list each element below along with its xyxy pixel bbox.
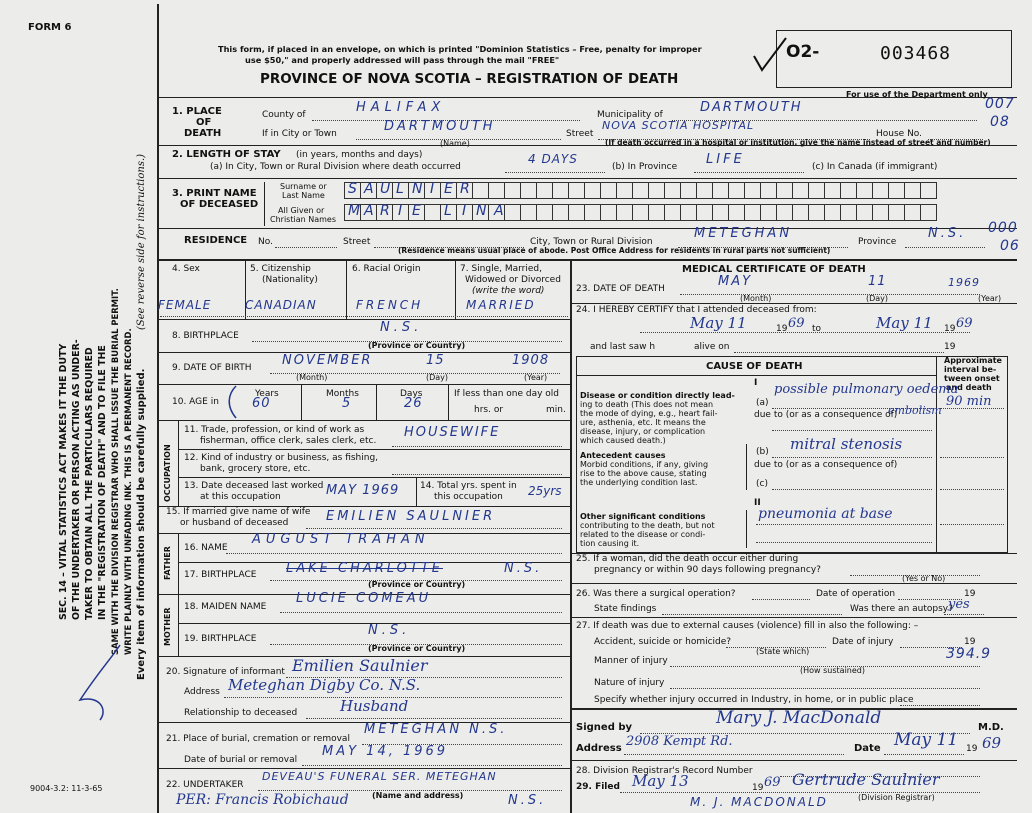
certify-to-label: to <box>812 324 822 334</box>
filed-year-prefix: 19 <box>752 783 764 793</box>
trade-label-2: fisherman, office clerk, sales clerk, etc. <box>200 436 377 446</box>
specify-label: Specify whether injury occurred in Industry, in home, or in public place <box>594 695 914 705</box>
trade-label-1: 11. Trade, profession, or kind of work as <box>184 425 365 435</box>
sec-note-line-2: OF THE UNDERTAKER OR PERSON ACTING AS UNDER- <box>71 339 82 620</box>
place-label-3: DEATH <box>184 128 222 139</box>
autopsy-line <box>944 614 984 615</box>
spouse-label-1: 15. If married give name of wife <box>166 507 311 517</box>
last-worked-value: MAY 1969 <box>326 483 400 498</box>
death-month: MAY <box>718 274 753 289</box>
certify-from-date: May 11 <box>690 314 747 332</box>
check-mark <box>752 34 792 74</box>
house-label: House No. <box>876 129 923 139</box>
racial-value: FRENCH <box>356 298 424 312</box>
surname-letter: A <box>364 181 375 197</box>
section-rule-2 <box>157 178 1017 179</box>
residence-street-label: Street <box>343 237 371 247</box>
father-name-value: AUGUST TRAHAN <box>252 532 430 547</box>
industry-label-1: 12. Kind of industry or business, as fishing, <box>184 453 379 463</box>
reverse-side-note: (See reverse side for instructions.) <box>136 153 147 330</box>
autopsy-value: yes <box>948 597 970 612</box>
operation-year-prefix: 19 <box>964 589 976 599</box>
registration-prefix: O2- <box>786 42 820 62</box>
marital-value: MARRIED <box>466 298 536 312</box>
column-divider <box>570 259 572 813</box>
informant-address: Meteghan Digby Co. N.S. <box>228 676 421 694</box>
disease-line-2: ing to death (This does not mean <box>580 400 714 409</box>
age-grid-v-2 <box>376 384 377 420</box>
grid-v-3 <box>455 259 456 319</box>
antecedent-bracket <box>746 444 747 490</box>
injury-year-prefix: 19 <box>964 637 976 647</box>
municipality-value: DARTMOUTH <box>700 100 803 115</box>
undertaker-per: PER: Francis Robichaud <box>176 792 349 808</box>
spouse-label-2: or husband of deceased <box>180 518 289 528</box>
undertaker-ns: N.S. <box>508 793 547 808</box>
cause-a-label: (a) <box>756 398 769 408</box>
other-line <box>756 524 932 525</box>
father-birthplace-struck: LAKE CHARLOTTE <box>286 561 443 576</box>
filed-year: 69 <box>764 775 781 790</box>
disease-title: Disease or condition directly lead- <box>580 391 735 400</box>
citizenship-label: 5. Citizenship <box>250 264 311 274</box>
other-line-2: contributing to the death, but not <box>580 521 715 530</box>
manner-label: Manner of injury <box>594 656 668 666</box>
cause-header: CAUSE OF DEATH <box>706 361 803 372</box>
autopsy-label: Was there an autopsy? <box>850 604 953 614</box>
antecedent-line-2: Morbid conditions, if any, giving <box>580 460 709 469</box>
undertaker-caption: (Name and address) <box>372 791 464 800</box>
state-findings-label: State findings <box>594 604 657 614</box>
stay-b-value: LIFE <box>706 152 745 167</box>
dob-label: 9. DATE OF BIRTH <box>172 363 252 373</box>
row-rule-12 <box>178 477 570 478</box>
stay-label: 2. LENGTH OF STAY <box>172 149 281 160</box>
residence-province-value: N.S. <box>928 226 967 241</box>
other-line-3: related to the disease or condi- <box>580 530 706 539</box>
q25-label-1: 25. If a woman, did the death occur either during <box>576 554 799 564</box>
name-bracket <box>264 182 265 226</box>
dob-month-caption: (Month) <box>296 373 328 382</box>
cause-a-due-line <box>772 430 932 431</box>
signed-by-label: Signed by <box>576 722 633 733</box>
cause-roman-2: II <box>754 498 761 508</box>
filed-label: 29. Filed <box>576 782 620 792</box>
med-rule-26 <box>570 617 1017 618</box>
mother-divider <box>178 594 179 656</box>
nature-label: Nature of injury <box>594 678 665 688</box>
signature-year-value: 69 <box>982 734 1002 752</box>
surname-letter: E <box>444 181 454 197</box>
surname-letter: U <box>380 181 392 197</box>
med-rule-sign <box>570 760 1017 761</box>
residence-city-value: METEGHAN <box>694 226 793 241</box>
last-worked-label-1: 13. Date deceased last worked <box>184 481 324 491</box>
certify-from-line <box>640 332 970 333</box>
age-months-label: Months <box>326 389 359 399</box>
given-letter: L <box>444 203 453 219</box>
informant-signature-label: 20. Signature of informant <box>166 667 285 677</box>
surname-letter: S <box>348 181 358 197</box>
surname-letter: N <box>412 181 424 197</box>
form-title: PROVINCE OF NOVA SCOTIA – REGISTRATION OF DEATH <box>260 71 679 87</box>
row-rule-11 <box>178 449 570 450</box>
municipality-label: Municipality of <box>597 110 663 120</box>
age-days: 26 <box>404 396 423 411</box>
maiden-label: 18. MAIDEN NAME <box>184 602 267 612</box>
dob-day: 15 <box>426 353 445 368</box>
certify-to-year-prefix: 19 <box>944 324 956 334</box>
bottom-name: M. J. MACDONALD <box>690 795 828 809</box>
record-number-label: 28. Division Registrar's Record Number <box>576 766 753 776</box>
undertaker-label: 22. UNDERTAKER <box>166 780 244 790</box>
undertaker-value: DEVEAU'S FUNERAL SER. METEGHAN <box>262 770 497 783</box>
relationship-label: Relationship to deceased <box>184 708 298 718</box>
father-divider <box>178 533 179 595</box>
mother-birthplace-label: 19. BIRTHPLACE <box>184 634 257 644</box>
informant-address-label: Address <box>184 687 220 697</box>
cause-a-extra: embolism <box>888 404 942 417</box>
surname-label-1: Surname or <box>280 182 327 191</box>
residence-city-label: City, Town or Rural Division <box>530 237 653 247</box>
stay-b-label: (b) In Province <box>612 162 678 172</box>
given-letter: I <box>462 203 468 219</box>
injury-date-label: Date of injury <box>832 637 894 647</box>
age-years-label: Years <box>255 389 279 399</box>
age-days-label: Days <box>400 389 423 399</box>
other-bracket <box>746 510 747 548</box>
sec-note-line-3: TAKER TO OBTAIN ALL THE PARTICULARS REQUIRED <box>84 347 95 620</box>
physician-address-value: 2908 Kempt Rd. <box>626 734 733 749</box>
residence-province-label: Province <box>858 237 897 247</box>
q26-label: 26. Was there a surgical operation? <box>576 589 736 599</box>
name-label-1: 3. PRINT NAME <box>172 188 257 199</box>
min-label: min. <box>546 405 566 415</box>
q25-label-2: pregnancy or within 90 days following pregnancy? <box>594 565 821 575</box>
q26-line <box>752 599 810 600</box>
accident-label: Accident, suicide or homicide? <box>594 637 732 647</box>
stay-a-line <box>505 172 605 173</box>
street-label: Street <box>566 129 594 139</box>
other-line-b <box>756 542 932 543</box>
citizenship-sub: (Nationality) <box>262 275 318 285</box>
personal-values-line <box>160 316 568 317</box>
signature-date-value: May 11 <box>894 730 959 750</box>
physician-address-line <box>624 754 844 755</box>
less-day-label: If less than one day old <box>454 389 560 399</box>
hrs-label: hrs. or <box>474 405 504 415</box>
total-years-value: 25yrs <box>528 484 562 498</box>
age-years: 60 <box>252 396 271 411</box>
maiden-line <box>280 612 562 613</box>
residence-label: RESIDENCE <box>184 235 248 246</box>
antecedent-title: Antecedent causes <box>580 451 666 460</box>
certify-from-year: 69 <box>788 316 805 331</box>
md-label: M.D. <box>978 722 1004 733</box>
disease-line-6: which caused death.) <box>580 436 666 445</box>
street-value: NOVA SCOTIA HOSPITAL <box>602 119 755 132</box>
burial-place-label: 21. Place of burial, cremation or removal <box>166 734 350 744</box>
informant-signature: Emilien Saulnier <box>292 656 428 675</box>
marital-label-2: Widowed or Divorced <box>465 275 561 285</box>
sex-value: FEMALE <box>158 298 212 312</box>
row-rule-10 <box>157 420 570 421</box>
other-title: Other significant conditions <box>580 512 706 521</box>
other-value: pneumonia at base <box>758 506 893 522</box>
physician-address-label: Address <box>576 743 622 754</box>
q25-caption: (Yes or No) <box>902 574 946 583</box>
disease-line-5: disease, injury, or complication <box>580 427 706 436</box>
every-item-note: Every item of information should be carefully supplied. <box>136 368 147 680</box>
med-rule-23 <box>570 303 1017 304</box>
cause-header-rule <box>576 375 936 376</box>
marital-label-3: (write the word) <box>472 286 545 296</box>
stay-a-value: 4 DAYS <box>528 152 578 166</box>
given-letter: A <box>494 203 505 219</box>
father-province-caption: (Province or Country) <box>368 580 466 589</box>
filed-date: May 13 <box>632 772 689 790</box>
given-label-1: All Given or <box>278 206 325 215</box>
father-birthplace-value: N.S. <box>504 561 543 576</box>
cause-b-due: due to (or as a consequence of) <box>754 460 898 470</box>
father-name-line <box>226 553 562 554</box>
occupation-grid-v <box>416 477 417 506</box>
signed-by-value: Mary J. MacDonald <box>716 708 882 728</box>
q27-label: 27. If death was due to external causes (violence) fill in also the following: – <box>576 621 919 631</box>
given-letter: N <box>476 203 488 219</box>
certify-label: 24. I HEREBY CERTIFY that I attended deceased from: <box>576 305 817 315</box>
residence-no-line <box>275 247 337 248</box>
birthplace-caption: (Province or Country) <box>368 341 466 350</box>
death-year-caption: (Year) <box>978 294 1002 303</box>
stay-a-label: (a) In City, Town or Rural Division where death occurred <box>210 162 461 172</box>
sec-note-line-4: IN THE "REGISTRATION OF DEATH" AND TO FILE THE <box>97 345 108 620</box>
certify-to-date: May 11 <box>876 314 933 332</box>
other-line-4: tion causing it. <box>580 539 640 548</box>
state-which-caption: (State which) <box>756 647 810 656</box>
total-years-label-1: 14. Total yrs. spent in <box>420 481 517 491</box>
father-section-label: FATHER <box>163 546 172 580</box>
form-left-border <box>157 4 159 813</box>
form-number: FORM 6 <box>28 22 72 33</box>
stay-label-sub: (in years, months and days) <box>296 150 423 160</box>
place-label-2: OF <box>196 117 212 128</box>
dob-day-caption: (Day) <box>426 373 449 382</box>
stay-b-line <box>694 172 804 173</box>
burial-place-value: METEGHAN N.S. <box>364 722 508 737</box>
row-rule-4 <box>157 319 570 320</box>
interval-other-line <box>940 524 1004 525</box>
age-label: 10. AGE in <box>172 397 219 407</box>
cause-b-line <box>772 457 932 458</box>
medical-header: MEDICAL CERTIFICATE OF DEATH <box>682 264 866 275</box>
nature-line <box>670 688 980 689</box>
signature-date-line <box>884 754 964 755</box>
surname-letter: I <box>430 181 436 197</box>
cause-b-value: mitral stenosis <box>790 435 903 453</box>
registrar-caption: (Division Registrar) <box>858 793 935 802</box>
given-label-2: Christian Names <box>270 215 336 224</box>
dept-code-3: 000 <box>988 220 1018 236</box>
occupation-section-label: OCCUPATION <box>163 444 172 502</box>
city-value: DARTMOUTH <box>384 119 496 134</box>
age-months: 5 <box>342 396 352 411</box>
interval-header-1: Approximate <box>944 356 1002 365</box>
father-name-label: 16. NAME <box>184 543 228 553</box>
dob-year-caption: (Year) <box>524 373 548 382</box>
relationship-line <box>306 718 562 719</box>
city-label: If in City or Town <box>262 129 337 139</box>
antecedent-line-3: rise to the above cause, stating <box>580 469 707 478</box>
father-birthplace-label: 17. BIRTHPLACE <box>184 570 257 580</box>
birthplace-value: N.S. <box>380 320 423 335</box>
sex-label: 4. Sex <box>172 264 200 274</box>
interval-c-line <box>940 489 1004 490</box>
state-findings-line <box>662 614 842 615</box>
cause-a-value: possible pulmonary oedema <box>774 382 959 397</box>
maiden-value: LUCIE COMEAU <box>296 591 432 606</box>
death-day: 11 <box>868 274 887 289</box>
department-use-label: For use of the Department only <box>846 90 988 99</box>
section-rule-4 <box>157 259 1017 261</box>
name-label-2: OF DECEASED <box>180 199 259 210</box>
mother-province-caption: (Province or Country) <box>368 644 466 653</box>
notice-line-2: use $50," and properly addressed will pass through the mail "FREE" <box>245 55 560 65</box>
burial-date-value: MAY 14, 1969 <box>322 744 449 759</box>
operation-date-label: Date of operation <box>816 589 896 599</box>
surname-letter: R <box>460 181 471 197</box>
occupation-divider <box>178 420 179 506</box>
antecedent-line-4: the underlying condition last. <box>580 478 698 487</box>
birthplace-label: 8. BIRTHPLACE <box>172 331 239 341</box>
sec-note-line-5: SAME WITH THE DIVISION REGISTRAR WHO SHALL ISSUE THE BURIAL PERMIT. <box>110 288 120 655</box>
age-grid-v-3 <box>448 384 449 420</box>
spouse-value: EMILIEN SAULNIER <box>326 509 496 524</box>
interval-header-3: tween onset <box>944 374 1000 383</box>
residence-province-line <box>905 247 985 248</box>
spouse-line <box>306 528 562 529</box>
given-letter: E <box>412 203 422 219</box>
relationship-value: Husband <box>340 697 409 715</box>
city-name-caption: (Name) <box>440 139 470 148</box>
age-bracket-mark <box>222 384 242 420</box>
specify-line <box>900 705 980 706</box>
interval-a-value: 90 min <box>946 394 992 409</box>
county-label: County of <box>262 110 306 120</box>
burial-date-line <box>302 765 562 766</box>
mother-section-label: MOTHER <box>163 607 172 646</box>
death-month-caption: (Month) <box>740 294 772 303</box>
given-letter: M <box>348 203 362 219</box>
signature-year-prefix: 19 <box>966 744 978 754</box>
cause-c-label: (c) <box>756 479 768 489</box>
mother-birthplace-value: N.S. <box>368 623 411 638</box>
signature-date-label: Date <box>854 743 881 754</box>
dept-code-4: 06 <box>1000 238 1020 254</box>
given-letter: I <box>398 203 404 219</box>
dob-year: 1908 <box>512 353 550 368</box>
death-date-line <box>680 294 980 295</box>
trade-line <box>392 446 562 447</box>
certify-from-year-prefix: 19 <box>776 324 788 334</box>
given-letter: A <box>364 203 375 219</box>
registrar-signature: Gertrude Saulnier <box>792 770 940 789</box>
section-rule-3 <box>157 228 1017 229</box>
citizenship-value: CANADIAN <box>245 298 317 312</box>
form-footer-code: 9004-3.2: 11-3-65 <box>30 784 103 793</box>
disease-line-3: the mode of dying, e.g., heart fail- <box>580 409 718 418</box>
registration-number: 003468 <box>880 43 952 64</box>
interval-header-4: and death <box>946 383 992 392</box>
death-date-label: 23. DATE OF DEATH <box>576 284 665 294</box>
surname-letter: L <box>396 181 405 197</box>
certify-to-year: 69 <box>956 316 973 331</box>
alive-label: alive on <box>694 342 730 352</box>
cause-a-due: due to (or as a consequence of) <box>754 410 898 420</box>
death-year: 1969 <box>948 276 980 289</box>
notice-line-1: This form, if placed in an envelope, on which is printed "Dominion Statistics – Free, penalty for improper <box>218 44 702 54</box>
margin-pen-mark <box>60 640 150 730</box>
county-value: HALIFAX <box>356 100 446 115</box>
last-worked-label-2: at this occupation <box>200 492 281 502</box>
row-rule-21 <box>157 768 570 769</box>
dept-code-1: 007 <box>985 96 1015 112</box>
interval-header-2: interval be- <box>944 365 997 374</box>
place-label-1: 1. PLACE <box>172 106 222 117</box>
stay-c-label: (c) In Canada (if immigrant) <box>812 162 938 172</box>
industry-line <box>392 474 562 475</box>
industry-label-2: bank, grocery store, etc. <box>200 464 311 474</box>
sec-note-line-6: WRITE PLAINLY WITH UNFADING INK. THIS IS A PERMANENT RECORD. <box>123 328 133 655</box>
given-letter: R <box>380 203 391 219</box>
cause-roman-1: I <box>754 378 758 388</box>
residence-note: (Residence means usual place of abode. Post Office Address for residents in rural parts not sufficient) <box>398 246 831 255</box>
total-years-label-2: this occupation <box>434 492 503 502</box>
age-grid-v-1 <box>301 384 302 420</box>
med-rule-25 <box>570 583 1017 584</box>
dob-month: NOVEMBER <box>282 353 373 368</box>
interval-b-line <box>940 457 1004 458</box>
interval-a-line <box>940 408 1004 409</box>
hospital-note: (If death occurred in a hospital or institution, give the name instead of street and number) <box>605 138 991 147</box>
marital-label-1: 7. Single, Married, <box>460 264 542 274</box>
dept-code-2: 08 <box>990 114 1010 130</box>
surname-label-2: Last Name <box>282 191 325 200</box>
disease-line-4: ure, asthenia, etc. It means the <box>580 418 706 427</box>
row-rule-9 <box>157 384 570 385</box>
seen-label: and last saw h <box>590 342 656 352</box>
given-boxes <box>344 204 936 221</box>
cause-c-line <box>772 489 932 490</box>
alive-line <box>734 352 944 353</box>
residence-no-label: No. <box>258 237 273 247</box>
code-value: 394.9 <box>946 646 992 662</box>
burial-date-label: Date of burial or removal <box>184 755 298 765</box>
cause-b-label: (b) <box>756 447 769 457</box>
how-sustained-caption: (How sustained) <box>800 666 865 675</box>
racial-label: 6. Racial Origin <box>352 264 421 274</box>
alive-year-prefix: 19 <box>944 342 956 352</box>
sec-note-line-1: SEC. 14 – VITAL STATISTICS ACT MAKES IT THE DUTY <box>58 343 69 620</box>
trade-value: HOUSEWIFE <box>404 425 501 440</box>
death-day-caption: (Day) <box>866 294 889 303</box>
grid-v-2 <box>346 259 347 319</box>
